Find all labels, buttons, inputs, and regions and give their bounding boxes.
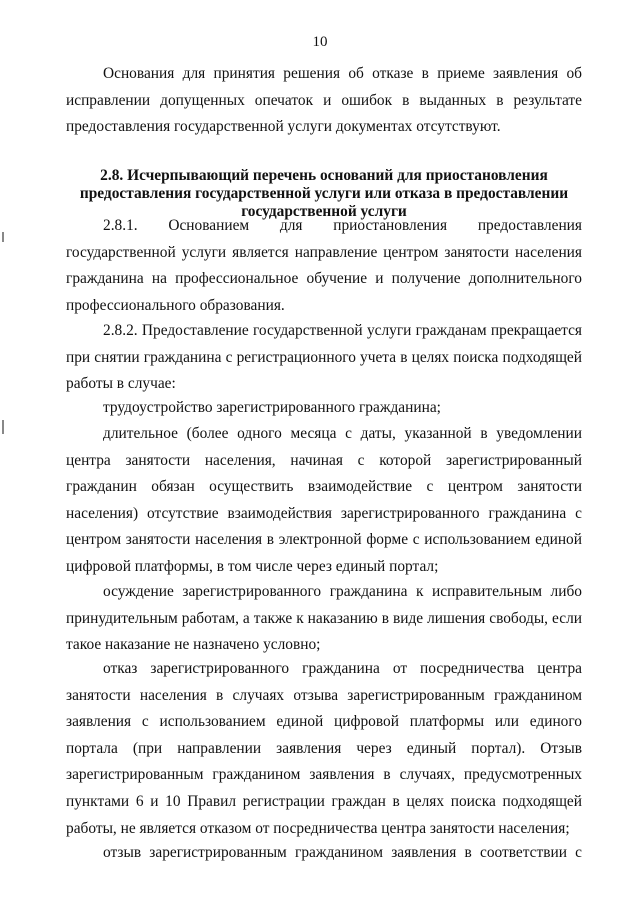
- scan-edge-mark: [2, 420, 4, 434]
- list-item-withdrawal: отзыв зарегистрированным гражданином заявления в соответствии с: [103, 844, 582, 861]
- list-item-conviction: осуждение зарегистрированного гражданина к исправительным либо принудительным работам, а также к наказанию в виде лишения свободы, если такое наказание не назначено условно;: [66, 583, 582, 654]
- page-number: 10: [312, 34, 328, 50]
- paragraph-2-8-2: 2.8.2. Предоставление государственной услуги гражданам прекращается при снятии гражданина с регистрационного учета в целях поиска подходящей работы в случае:: [66, 322, 582, 393]
- paragraph-intro: Основания для принятия решения об отказе в приеме заявления об исправлении допущенных опечаток и ошибок в выданных в результате предоставления государственной услуги документах отсутствуют.: [66, 65, 582, 136]
- section-heading-2-8: 2.8. Исчерпывающий перечень оснований для приостановления предоставления государственной услуги или отказа в предоставлении государственной услуги: [79, 167, 569, 220]
- list-item-employment: трудоустройство зарегистрированного гражданина;: [103, 399, 441, 416]
- list-item-refusal: отказ зарегистрированного гражданина от посредничества центра занятости населения в случаях отзыва зарегистрированным гражданином заявления с использованием единой цифровой платформы или единого портала (при направлении заявления через единый портал). Отзыв зарегистрированным гражданином заявления в случаях, предусмотренных пунктами 6 и 10 Правил регистрации граждан в целях поиска подходящей работы, не является отказом от посредничества центра занятости населения;: [66, 660, 582, 837]
- paragraph-2-8-1: 2.8.1. Основанием для приостановления предоставления государственной услуги является направление центром занятости населения гражданина на профессиональное обучение и получение дополнительного профессионального образования.: [66, 217, 582, 314]
- list-item-absence: длительное (более одного месяца с даты, указанной в уведомлении центра занятости населения, начиная с которой зарегистрированный гражданин обязан осуществить взаимодействие с центром занятости населения) отсутствие взаимодействия зарегистрированного гражданина с центром занятости населения в электронной форме с использованием единой цифровой платформы, в том числе через единый портал;: [66, 425, 582, 575]
- scan-edge-mark: [2, 232, 4, 242]
